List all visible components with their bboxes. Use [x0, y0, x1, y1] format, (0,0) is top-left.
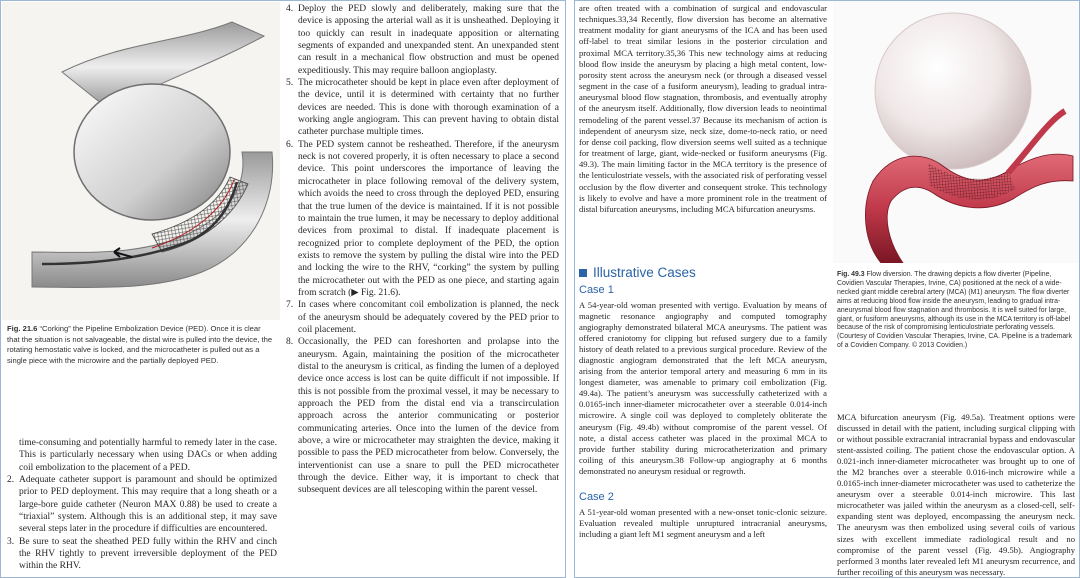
list-item-text: In cases where concomitant coil embolization is planned, the neck of the aneurysm should be adequately covered by the PED prior to coil placement. [298, 300, 559, 335]
case-2-text: A 51-year-old woman presented with a new-onset tonic-clonic seizure. Evaluation revealed multiple unruptured intracranial aneurysms, including a giant left M1 segment aneurysm and a left [579, 506, 827, 539]
list-item [7, 536, 277, 573]
flow-diverter-illustration [833, 1, 1079, 263]
section-square-icon [579, 269, 587, 277]
section-title [579, 265, 827, 280]
list-item-text: The PED system cannot be resheathed. Therefore, if the aneurysm neck is not covered properly, it is often necessary to place a second device. This point underscores the importance of leaving the microcatheter in place following removal of the delivery system, which avoids the need to cross through the deployed PED, ensuring that the true lumen of the device is maintained. If it is not possible to maintain the true lumen, it may be necessary to deploy additional devices from proximal to distal. If inadequate placement is recognized prior to complete deployment of the PED, the option exists to remove the system by pulling the distal wire into the PED and locking the wire to the RHV, “corking” the system by pulling the microcatheter out with the PED as one piece, and starting again from scratch (▶ Fig. 21.6). [298, 139, 559, 298]
list-item-number: 8. [286, 337, 294, 348]
figure-21-6 [2, 2, 280, 320]
left-column-2 [286, 3, 559, 497]
ped-corking-illustration [2, 2, 280, 320]
list-item-text: Be sure to seat the sheathed PED fully within the RHV and cinch the RHV tightly to prevent irreversible deployment of the PED within the RHV. [19, 536, 277, 572]
figure-label: Fig. 49.3 [837, 271, 865, 278]
list-item-text: Adequate catheter support is paramount and should be optimized prior to PED deployment. This may require that a long sheath or a large-bore guide catheter (Neuron MAX 0.88) be used to create a “triaxial” system. Although this is an additional step, it may save several steps later in the procedure if difficulties are encountered. [19, 475, 277, 535]
list-item [286, 336, 559, 496]
illustrative-cases-section [579, 265, 827, 540]
case-2-title: Case 2 [579, 490, 614, 503]
right-column-2-text: MCA bifurcation aneurysm (Fig. 49.5a). Treatment options were discussed in detail with the patient, including surgical clipping with or without possible extracranial intracranial bypass and endovascular stent-assisted coiling. The patient chose the endovascular option. A 0.021-inch inner-diameter microcatheter was brought up to one of the M2 branches over a steerable 0.016-inch microwire while a 0.0165-inch inner-diameter microcatheter was used to catheterize the aneurysm over a steerable 0.014-inch microwire. This last microcatheter was jailed within the aneurysm as a closed-cell, self-expanding stent was deployed, encompassing the aneurysm neck. The aneurysm was then embolized using several coils of various sizes with excellent immediate radiological result and no compromise of the parent vessel (Fig. 49.5b). Angiography performed 3 months later revealed left M1 aneurysm recurrence, and further recoiling of this aneurysm was necessary. [837, 412, 1075, 577]
list-item-text: Occasionally, the PED can foreshorten and prolapse into the aneurysm. Again, maintaining the position of the microcatheter distal to the aneurysm is critical, as finding the lumen of a deployed device once access is lost can be quite difficult if not impossible. If this is not possible from the proximal vessel, it may be necessary to approach the PED from the distal end via a transcirculation approach across the anterior communicating or posterior communicating arteries. Once into the lumen of the device from above, a wire or microcatheter may straighten the device, making it possible to pass the PED microcatheter from below. Conversely, the interventionist can use a snare to pull the PED microcatheter through the device. Either way, it is important to check that subsequent devices are all telescoping within the parent vessel. [298, 337, 559, 496]
figure-21-6-caption [7, 324, 275, 366]
list-item-number: 4. [286, 4, 294, 14]
list-item-text: time-consuming and potentially harmful to remedy later in the case. This is particularly necessary when using DACs or when adding coil embolization to the placement of a PED. [19, 438, 278, 473]
figure-caption-text: “Corking” the Pipeline Embolization Device (PED). Once it is clear that the situation is not salvageable, the distal wire is pulled into the device, the rotating hemostatic valve is locked, and the microcatheter is pulled out as a single piece with the microwire and the partially deployed PED. [7, 324, 273, 365]
list-item [286, 77, 559, 139]
list-item-number: 3. [7, 536, 15, 547]
list-item-number: 5. [286, 78, 294, 89]
list-item-number: 7. [286, 300, 294, 311]
case-1-text: A 54-year-old woman presented with vertigo. Evaluation by means of magnetic resonance angiography and computed tomography angiography demonstrated bilateral MCA aneurysms. The patient was offered craniotomy for clipping but refused surgery due to a family history of death related to a previous surgical procedure. Review of the diagnostic angiogram demonstrated that the left MCA aneurysm, arising from the anterior temporal artery and measuring 6 mm in its longest diameter, was amenable to primary coil embolization (Fig. 49.4a). The patient’s aneurysm was successfully catheterized with a 0.0165-inch inner-diameter microcatheter over a steerable 0.014-inch microwire. A single coil was deployed to completely obliterate the aneurysm (Fig. 49.4b) without compromise of the parent vessel. Of note, a distal access catheter was placed in the proximal MCA to provide further stability during microcatheterization and primary coiling of this aneurysm.38 Follow-up angiography at 6 months demonstrated no aneurysm residual or regrowth. [579, 300, 827, 476]
list-item-text: The microcatheter should be kept in place even after deployment of the device, until it is determined with certainty that no further devices are needed. This is done with thorough examination of a working angle angiogram. This can prevent having to obtain distal catheter purchase multiple times. [298, 78, 559, 138]
list-item [7, 437, 277, 474]
figure-caption-text: Flow diversion. The drawing depicts a flow diverter (Pipeline, Covidien Vascular Therapies, Irvine, CA) positioned at the neck of a wide-necked giant middle cerebral artery (MCA) (M1) aneurysm. The flow diverter aims at reducing blood flow inside the aneurysm, leading to gradual intra-aneurysmal blood flow stagnation and thrombosis. It is well suited for large, giant, or fusiform aneurysms, although its use in the MCA territory is off-label because of the risk of compromising lenticulostriate perforating vessels. (Courtesy of Covidien Vascular Therapies, Irvine, CA. Pipeline is a trademark of a Covidien Company. © 2013 Covidien.) [837, 271, 1072, 350]
case-1-title: Case 1 [579, 284, 614, 296]
list-item-number: 2. [7, 475, 15, 486]
list-item [286, 139, 559, 299]
list-item-number: 6. [286, 139, 294, 150]
figure-49-3 [833, 1, 1079, 263]
right-intro-text: are often treated with a combination of surgical and endovascular techniques.33,34 Recently, flow diversion has become an alternative treatment modality for giant aneurysms of the ICA and has been used off-label to treat similar lesions in the posterior circulation and proximal MCA territory.35,36 This new technology aims at reducing blood flow inside the aneurysm by placing a high metal content, low-porosity stent across the aneurysm neck (or through a diseased vessel segment in the case of a fusiform aneurysm), leading to gradual intra-aneurysmal blood flow stagnation, thrombosis, and eventually atrophy of the aneurysm itself. Additionally, flow diversion leads to neointimal remodeling of the parent vessel.37 Because its mechanism of action is independent of aneurysm size, neck size, dome-to-neck ratio, or need for dense coil packing, flow diversion seems well suited as a technique for treatment of large, giant, wide-necked or fusiform aneurysms (Fig. 49.3). The main limiting factor in the MCA territory is the presence of the lenticulostriate vessels, with the associated risk of perforating vessel occlusion by the flow diverter and consequent stroke. This technology is likely to evolve and have a more prominent role in the treatment of distal bifurcation aneurysms, including MCA bifurcation aneurysms. [579, 3, 827, 214]
left-column-1 [7, 437, 277, 573]
list-item [286, 3, 559, 77]
figure-49-3-caption [837, 271, 1075, 351]
steps-list-col2 [286, 3, 559, 497]
section-title-text: Illustrative Cases [593, 265, 696, 280]
steps-list-col1 [7, 437, 277, 573]
list-item-text: Deploy the PED slowly and deliberately, making sure that the device is apposing the arterial wall as it is unsheathed. Deploying it too quickly can result in inadequate apposition or alternating segments of expanded and unexpanded stent. An unexpanded stent can result in a mechanical flow obstruction and must be opened expeditiously. This may require balloon angioplasty. [298, 4, 559, 76]
list-item [286, 299, 559, 336]
list-item [7, 474, 277, 536]
right-page [574, 0, 1080, 578]
figure-label: Fig. 21.6 [7, 324, 38, 333]
